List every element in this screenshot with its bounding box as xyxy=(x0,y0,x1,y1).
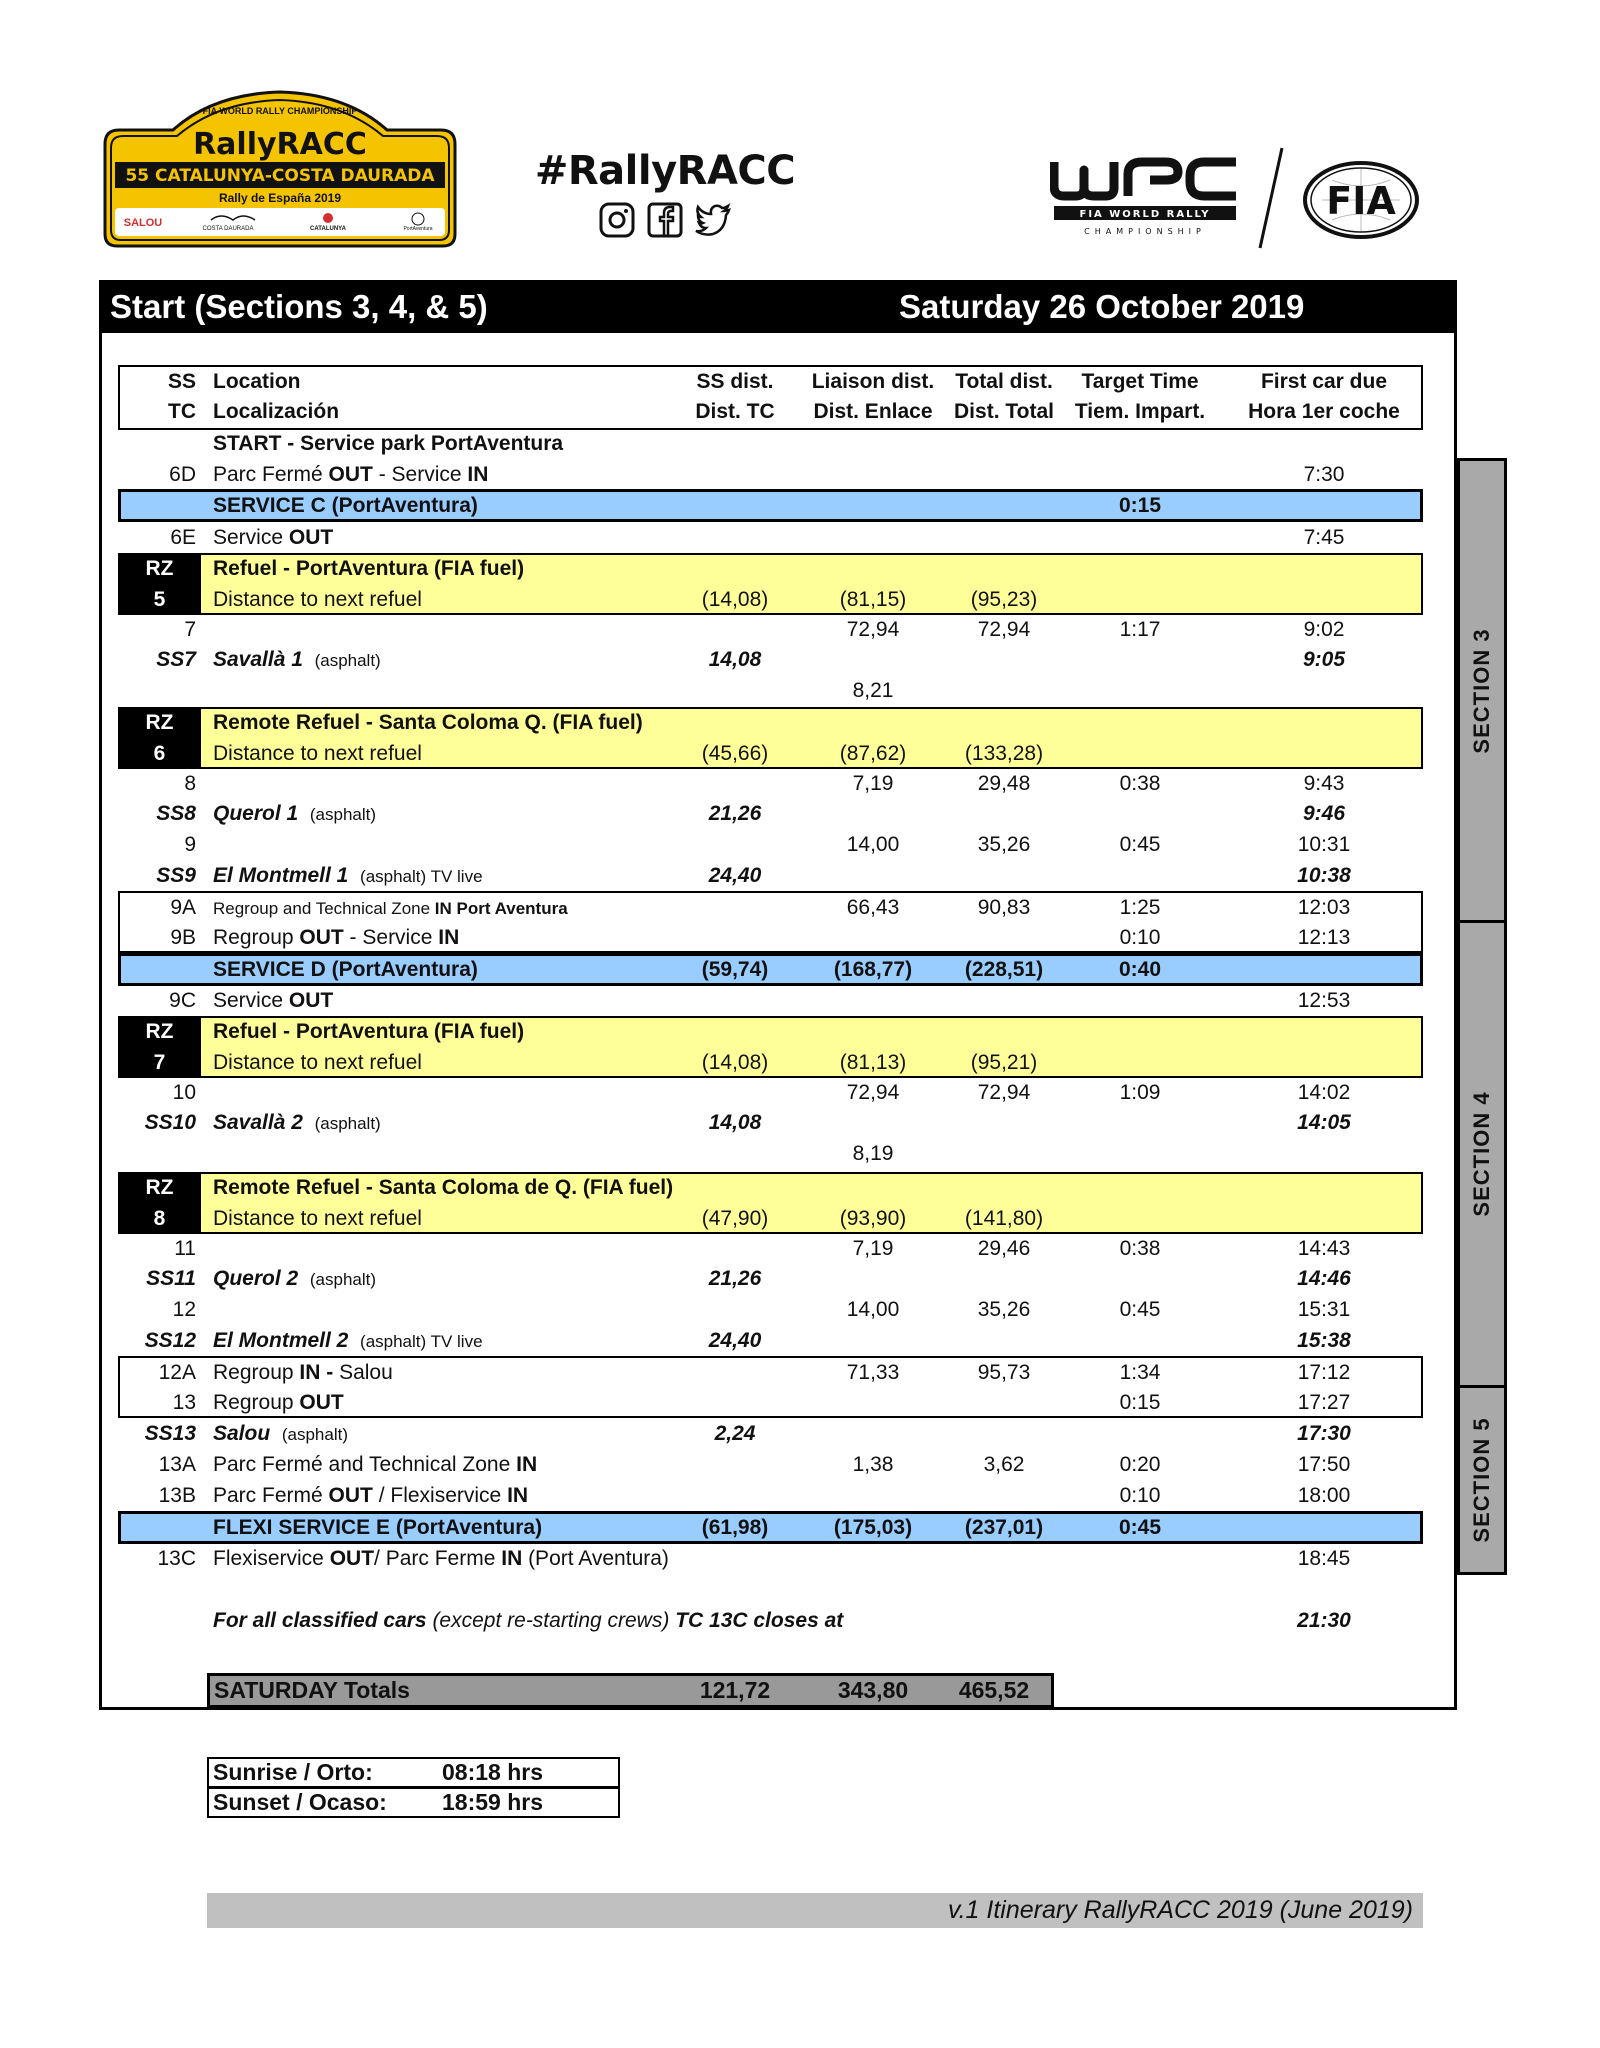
table-row-rz6-next: 6 Distance to next refuel (45,66) (87,62) (133,28) xyxy=(118,738,1423,769)
rally-logo-edition: Rally de España 2019 xyxy=(218,191,342,205)
totals-liaison: 343,80 xyxy=(837,1677,909,1703)
table-row-ss9: SS9 El Montmell 1 (asphalt) TV live 24,40 10:38 xyxy=(156,864,1351,887)
rallyracc-logo xyxy=(103,88,457,250)
sunset-label: Sunset / Ocaso: xyxy=(213,1789,387,1815)
rally-logo-ribbon: FIA WORLD RALLY CHAMPIONSHIP xyxy=(202,106,358,116)
table-row-11: 11 7,19 29,46 0:38 14:43 xyxy=(174,1237,1351,1260)
col-hora-1er: Hora 1er coche xyxy=(1248,400,1400,423)
section-5-tab: SECTION 5 xyxy=(1457,1385,1507,1575)
table-row-rz6-title: RZ Remote Refuel - Santa Coloma Q. (FIA fuel) xyxy=(118,707,1423,738)
table-row-start: START - Service park PortAventura xyxy=(213,432,564,455)
col-first-car: First car due xyxy=(1260,370,1388,393)
instagram-icon[interactable] xyxy=(598,202,636,238)
title-bar xyxy=(102,283,1454,333)
col-ss: SS xyxy=(167,370,196,393)
totals-ss: 121,72 xyxy=(699,1677,771,1703)
col-tc: TC xyxy=(168,400,196,423)
table-row-ss8: SS8 Querol 1 (asphalt) 21,26 9:46 xyxy=(156,802,1346,825)
facebook-icon[interactable] xyxy=(646,202,684,238)
table-row-ss10-liaison: 8,19 xyxy=(852,1142,894,1165)
col-localizacion: Localización xyxy=(213,400,340,423)
col-ss-dist: SS dist. xyxy=(696,370,774,393)
sponsor-catalunya: CATALUNYA xyxy=(310,226,346,232)
sponsor-costa-daurada: COSTA DAURADA xyxy=(202,226,254,232)
table-row-6e: 6E Service OUT 7:45 xyxy=(170,526,1345,549)
col-dist-enlace: Dist. Enlace xyxy=(813,400,933,423)
sponsor-salou: SALOU xyxy=(123,217,163,229)
col-location: Location xyxy=(213,370,301,393)
table-row-service-c: SERVICE C (PortAventura) 0:15 xyxy=(118,489,1423,522)
table-row-rz5-title: RZ Refuel - PortAventura (FIA fuel) xyxy=(118,553,1423,584)
sunrise-label: Sunrise / Orto: xyxy=(213,1759,373,1785)
table-row-ss7: SS7 Savallà 1 (asphalt) 14,08 9:05 xyxy=(156,648,1346,671)
table-row-6d: 6D Parc Fermé OUT - Service IN 7:30 xyxy=(169,463,1345,486)
hashtag: #RallyRACC xyxy=(534,148,796,194)
wrc-line2: CHAMPIONSHIP xyxy=(1084,227,1206,236)
totals-label: SATURDAY Totals xyxy=(214,1677,410,1703)
section-4-tab: SECTION 4 xyxy=(1457,920,1507,1388)
social-icons xyxy=(530,202,800,238)
column-header-row-1 xyxy=(118,366,1423,397)
table-row-ss10: SS10 Savallà 2 (asphalt) 14,08 14:05 xyxy=(144,1111,1351,1134)
table-row-13: 13 Regroup OUT 0:15 17:27 xyxy=(172,1391,1351,1414)
table-row-rz8-next: 8 Distance to next refuel (47,90) (93,90) (141,80) xyxy=(118,1203,1423,1234)
table-row-rz8-title: RZ Remote Refuel - Santa Coloma de Q. (FIA fuel) xyxy=(118,1172,1423,1203)
col-dist-tc: Dist. TC xyxy=(695,400,775,423)
fia-logo-text: FIA xyxy=(1326,179,1396,223)
table-row-9c: 9C Service OUT 12:53 xyxy=(169,989,1351,1012)
sunrise-box xyxy=(207,1757,620,1788)
rally-logo-name: RallyRACC xyxy=(193,127,367,162)
table-row-service-d: SERVICE D (PortAventura) (59,74) (168,77) (228,51) 0:40 xyxy=(118,953,1423,986)
fia-logo xyxy=(1302,160,1420,240)
page-title: Start (Sections 3, 4, & 5) xyxy=(110,288,488,325)
column-header-row-2 xyxy=(118,396,1423,427)
rally-logo-subtitle: 55 CATALUNYA-COSTA DAURADA xyxy=(125,166,435,186)
sunset-time: 18:59 hrs xyxy=(442,1789,544,1815)
table-row-ss12: SS12 El Montmell 2 (asphalt) TV live 24,40 15:38 xyxy=(144,1329,1351,1352)
sponsor-portaventura: PortAventura xyxy=(403,226,433,232)
sunrise-time: 08:18 hrs xyxy=(442,1759,544,1785)
section-3-tab: SECTION 3 xyxy=(1457,458,1507,923)
table-row-12: 12 14,00 35,26 0:45 15:31 xyxy=(172,1298,1351,1321)
table-row-rz5-next: 5 Distance to next refuel (14,08) (81,15) (95,23) xyxy=(118,584,1423,615)
saturday-totals xyxy=(207,1673,1054,1708)
col-tiem-impart: Tiem. Impart. xyxy=(1074,400,1206,423)
wrc-logo xyxy=(1050,150,1240,240)
table-row-7: 7 72,94 72,94 1:17 9:02 xyxy=(184,618,1345,641)
col-target: Target Time xyxy=(1081,370,1199,393)
wrc-line1: FIA WORLD RALLY xyxy=(1079,209,1211,220)
page-date: Saturday 26 October 2019 xyxy=(899,288,1305,325)
totals-total: 465,52 xyxy=(958,1677,1030,1703)
table-row-13a: 13A Parc Fermé and Technical Zone IN 1,38 3,62 0:20 17:50 xyxy=(158,1453,1351,1476)
table-row-13b: 13B Parc Fermé OUT / Flexiservice IN 0:10 18:00 xyxy=(158,1484,1351,1507)
table-row-12a: 12A Regroup IN - Salou 71,33 95,73 1:34 17:12 xyxy=(158,1361,1351,1384)
col-total: Total dist. xyxy=(955,370,1053,393)
twitter-icon[interactable] xyxy=(694,202,732,238)
logo-divider-slash xyxy=(1256,146,1286,250)
table-row-10: 10 72,94 72,94 1:09 14:02 xyxy=(172,1081,1351,1104)
footer-version: v.1 Itinerary RallyRACC 2019 (June 2019) xyxy=(207,1893,1423,1928)
table-row-ss7-liaison: 8,21 xyxy=(852,679,894,702)
table-row-ss13: SS13 Salou (asphalt) 2,24 17:30 xyxy=(144,1422,1351,1445)
table-row-rz7-title: RZ Refuel - PortAventura (FIA fuel) xyxy=(118,1016,1423,1047)
table-row-flexi-service-e: FLEXI SERVICE E (PortAventura) (61,98) (175,03) (237,01) 0:45 xyxy=(118,1511,1423,1544)
sunset-box xyxy=(207,1787,620,1818)
table-row-9a: 9A Regroup and Technical Zone IN Port Aventura 66,43 90,83 1:25 12:03 xyxy=(170,896,1351,919)
table-row-ss11: SS11 Querol 2 (asphalt) 21,26 14:46 xyxy=(146,1267,1351,1290)
table-row-13c: 13C Flexiservice OUT/ Parc Ferme IN (Port Aventura) 18:45 xyxy=(157,1547,1351,1570)
table-row-9: 9 14,00 35,26 0:45 10:31 xyxy=(184,833,1351,856)
table-row-9b: 9B Regroup OUT - Service IN 0:10 12:13 xyxy=(170,926,1351,949)
col-liaison: Liaison dist. xyxy=(811,370,935,393)
table-row-8: 8 7,19 29,48 0:38 9:43 xyxy=(184,772,1345,795)
closing-note: For all classified cars (except re-starting crews) TC 13C closes at 21:30 xyxy=(213,1609,1351,1632)
table-row-rz7-next: 7 Distance to next refuel (14,08) (81,13) (95,21) xyxy=(118,1047,1423,1078)
hashtag-block xyxy=(530,148,800,238)
col-dist-total: Dist. Total xyxy=(954,400,1054,423)
